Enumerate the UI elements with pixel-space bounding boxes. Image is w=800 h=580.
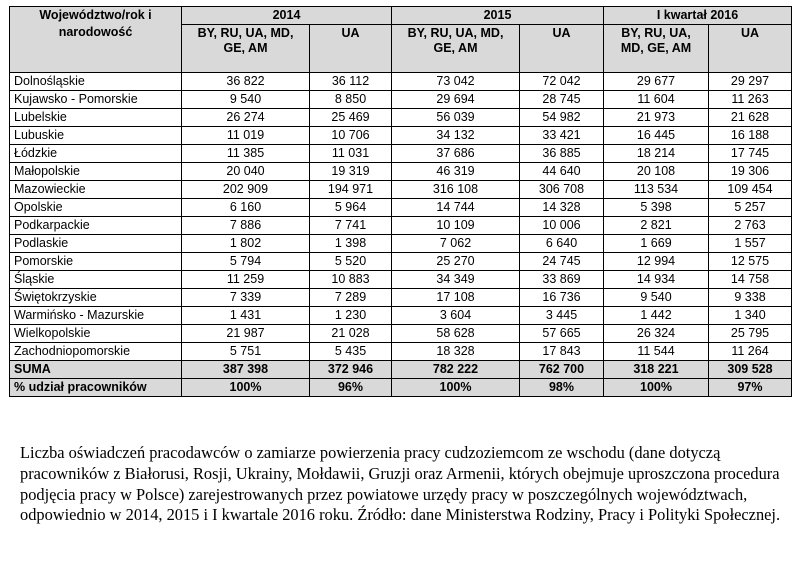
subheader-ua: UA bbox=[310, 25, 392, 73]
value-cell: 25 795 bbox=[709, 325, 792, 343]
value-cell: 98% bbox=[520, 379, 604, 397]
value-cell: 7 741 bbox=[310, 217, 392, 235]
value-cell: 100% bbox=[182, 379, 310, 397]
data-table-container bbox=[9, 6, 791, 397]
value-cell: 3 445 bbox=[520, 307, 604, 325]
region-name-cell: Opolskie bbox=[10, 199, 182, 217]
value-cell: 17 108 bbox=[392, 289, 520, 307]
value-cell: 1 442 bbox=[604, 307, 709, 325]
year-header-2016q1: I kwartał 2016 bbox=[604, 7, 792, 25]
region-name-cell: Świętokrzyskie bbox=[10, 289, 182, 307]
value-cell: 100% bbox=[604, 379, 709, 397]
table-row bbox=[10, 325, 792, 343]
value-cell: 782 222 bbox=[392, 361, 520, 379]
caption-text: Liczba oświadczeń pracodawców o zamiarze powierzenia pracy cudzoziemcom ze wschodu (dane dotyczą pracowników z Białorusi, Rosji, Ukrainy, Mołdawii, Gruzji oraz Armenii, których obejmuje uproszczona procedura podjęcia pracy w Polsce) zarejestrowanych przez powiatowe urzędy pracy w poszczególnych województwach, odpowiednio w 2014, 2015 i I kwartale 2016 roku. Źródło: dane Ministerstwa Rodziny, Pracy i Polityki Społecznej. bbox=[20, 443, 781, 525]
value-cell: 96% bbox=[310, 379, 392, 397]
table-row bbox=[10, 73, 792, 91]
year-header-2015: 2015 bbox=[392, 7, 604, 25]
value-cell: 10 109 bbox=[392, 217, 520, 235]
value-cell: 46 319 bbox=[392, 163, 520, 181]
value-cell: 21 028 bbox=[310, 325, 392, 343]
value-cell: 1 398 bbox=[310, 235, 392, 253]
value-cell: 56 039 bbox=[392, 109, 520, 127]
value-cell: 21 973 bbox=[604, 109, 709, 127]
region-name-cell: Dolnośląskie bbox=[10, 73, 182, 91]
value-cell: 12 575 bbox=[709, 253, 792, 271]
value-cell: 5 794 bbox=[182, 253, 310, 271]
value-cell: 14 934 bbox=[604, 271, 709, 289]
value-cell: 11 544 bbox=[604, 343, 709, 361]
value-cell: 57 665 bbox=[520, 325, 604, 343]
value-cell: 17 843 bbox=[520, 343, 604, 361]
value-cell: 17 745 bbox=[709, 145, 792, 163]
value-cell: 9 338 bbox=[709, 289, 792, 307]
value-cell: 194 971 bbox=[310, 181, 392, 199]
value-cell: 109 454 bbox=[709, 181, 792, 199]
region-name-cell: Mazowieckie bbox=[10, 181, 182, 199]
value-cell: 3 604 bbox=[392, 307, 520, 325]
region-name-cell: Pomorskie bbox=[10, 253, 182, 271]
value-cell: 11 259 bbox=[182, 271, 310, 289]
value-cell: 72 042 bbox=[520, 73, 604, 91]
value-cell: 36 112 bbox=[310, 73, 392, 91]
value-cell: 2 821 bbox=[604, 217, 709, 235]
value-cell: 18 214 bbox=[604, 145, 709, 163]
value-cell: 14 758 bbox=[709, 271, 792, 289]
table-row bbox=[10, 235, 792, 253]
subheader-all-nationalities: BY, RU, UA, MD, GE, AM bbox=[182, 25, 310, 73]
table-row bbox=[10, 289, 792, 307]
value-cell: 7 339 bbox=[182, 289, 310, 307]
region-name-cell: Warmińsko - Mazurskie bbox=[10, 307, 182, 325]
value-cell: 34 349 bbox=[392, 271, 520, 289]
value-cell: 2 763 bbox=[709, 217, 792, 235]
region-name-cell: Kujawsko - Pomorskie bbox=[10, 91, 182, 109]
value-cell: 5 257 bbox=[709, 199, 792, 217]
value-cell: 73 042 bbox=[392, 73, 520, 91]
value-cell: 316 108 bbox=[392, 181, 520, 199]
value-cell: 5 520 bbox=[310, 253, 392, 271]
region-name-cell: Wielkopolskie bbox=[10, 325, 182, 343]
value-cell: 762 700 bbox=[520, 361, 604, 379]
region-name-cell: Podlaskie bbox=[10, 235, 182, 253]
table-body bbox=[10, 73, 792, 397]
value-cell: 11 019 bbox=[182, 127, 310, 145]
region-name-cell: % udział pracowników bbox=[10, 379, 182, 397]
value-cell: 36 822 bbox=[182, 73, 310, 91]
value-cell: 26 324 bbox=[604, 325, 709, 343]
value-cell: 11 031 bbox=[310, 145, 392, 163]
value-cell: 18 328 bbox=[392, 343, 520, 361]
table-caption bbox=[20, 443, 785, 526]
table-row bbox=[10, 253, 792, 271]
value-cell: 100% bbox=[392, 379, 520, 397]
value-cell: 5 435 bbox=[310, 343, 392, 361]
value-cell: 44 640 bbox=[520, 163, 604, 181]
region-name-cell: SUMA bbox=[10, 361, 182, 379]
subheader-all-nationalities: BY, RU, UA, MD, GE, AM bbox=[604, 25, 709, 73]
table-row bbox=[10, 109, 792, 127]
value-cell: 309 528 bbox=[709, 361, 792, 379]
region-name-cell: Śląskie bbox=[10, 271, 182, 289]
value-cell: 26 274 bbox=[182, 109, 310, 127]
table-row bbox=[10, 199, 792, 217]
subheader-ua: UA bbox=[520, 25, 604, 73]
value-cell: 54 982 bbox=[520, 109, 604, 127]
value-cell: 14 328 bbox=[520, 199, 604, 217]
value-cell: 11 385 bbox=[182, 145, 310, 163]
table-row bbox=[10, 91, 792, 109]
value-cell: 5 398 bbox=[604, 199, 709, 217]
value-cell: 21 628 bbox=[709, 109, 792, 127]
value-cell: 9 540 bbox=[604, 289, 709, 307]
value-cell: 16 445 bbox=[604, 127, 709, 145]
value-cell: 306 708 bbox=[520, 181, 604, 199]
value-cell: 6 640 bbox=[520, 235, 604, 253]
value-cell: 1 802 bbox=[182, 235, 310, 253]
value-cell: 29 297 bbox=[709, 73, 792, 91]
table-row bbox=[10, 271, 792, 289]
value-cell: 10 883 bbox=[310, 271, 392, 289]
value-cell: 5 964 bbox=[310, 199, 392, 217]
value-cell: 58 628 bbox=[392, 325, 520, 343]
value-cell: 10 706 bbox=[310, 127, 392, 145]
value-cell: 21 987 bbox=[182, 325, 310, 343]
value-cell: 387 398 bbox=[182, 361, 310, 379]
value-cell: 9 540 bbox=[182, 91, 310, 109]
value-cell: 16 736 bbox=[520, 289, 604, 307]
value-cell: 113 534 bbox=[604, 181, 709, 199]
table-row bbox=[10, 127, 792, 145]
value-cell: 318 221 bbox=[604, 361, 709, 379]
value-cell: 5 751 bbox=[182, 343, 310, 361]
value-cell: 1 431 bbox=[182, 307, 310, 325]
value-cell: 97% bbox=[709, 379, 792, 397]
year-header-2014: 2014 bbox=[182, 7, 392, 25]
value-cell: 1 230 bbox=[310, 307, 392, 325]
value-cell: 202 909 bbox=[182, 181, 310, 199]
value-cell: 25 469 bbox=[310, 109, 392, 127]
region-name-cell: Podkarpackie bbox=[10, 217, 182, 235]
value-cell: 25 270 bbox=[392, 253, 520, 271]
value-cell: 37 686 bbox=[392, 145, 520, 163]
value-cell: 12 994 bbox=[604, 253, 709, 271]
region-name-cell: Łódzkie bbox=[10, 145, 182, 163]
total-row bbox=[10, 361, 792, 379]
region-column-header: Województwo/rok i narodowość bbox=[10, 7, 182, 73]
value-cell: 20 040 bbox=[182, 163, 310, 181]
value-cell: 24 745 bbox=[520, 253, 604, 271]
value-cell: 33 869 bbox=[520, 271, 604, 289]
value-cell: 372 946 bbox=[310, 361, 392, 379]
value-cell: 19 319 bbox=[310, 163, 392, 181]
subheader-ua: UA bbox=[709, 25, 792, 73]
value-cell: 29 677 bbox=[604, 73, 709, 91]
region-name-cell: Lubuskie bbox=[10, 127, 182, 145]
table-row bbox=[10, 343, 792, 361]
value-cell: 10 006 bbox=[520, 217, 604, 235]
value-cell: 34 132 bbox=[392, 127, 520, 145]
employer-declarations-table bbox=[9, 6, 792, 397]
value-cell: 11 604 bbox=[604, 91, 709, 109]
value-cell: 20 108 bbox=[604, 163, 709, 181]
subheader-all-nationalities: BY, RU, UA, MD, GE, AM bbox=[392, 25, 520, 73]
value-cell: 6 160 bbox=[182, 199, 310, 217]
table-row bbox=[10, 307, 792, 325]
value-cell: 7 886 bbox=[182, 217, 310, 235]
value-cell: 1 340 bbox=[709, 307, 792, 325]
value-cell: 33 421 bbox=[520, 127, 604, 145]
value-cell: 28 745 bbox=[520, 91, 604, 109]
value-cell: 11 263 bbox=[709, 91, 792, 109]
header-row-years bbox=[10, 7, 792, 25]
value-cell: 36 885 bbox=[520, 145, 604, 163]
value-cell: 29 694 bbox=[392, 91, 520, 109]
table-row bbox=[10, 163, 792, 181]
table-row bbox=[10, 145, 792, 163]
region-name-cell: Lubelskie bbox=[10, 109, 182, 127]
value-cell: 11 264 bbox=[709, 343, 792, 361]
region-name-cell: Zachodniopomorskie bbox=[10, 343, 182, 361]
value-cell: 8 850 bbox=[310, 91, 392, 109]
value-cell: 1 557 bbox=[709, 235, 792, 253]
value-cell: 7 062 bbox=[392, 235, 520, 253]
table-row bbox=[10, 181, 792, 199]
value-cell: 7 289 bbox=[310, 289, 392, 307]
table-row bbox=[10, 217, 792, 235]
region-name-cell: Małopolskie bbox=[10, 163, 182, 181]
value-cell: 19 306 bbox=[709, 163, 792, 181]
value-cell: 16 188 bbox=[709, 127, 792, 145]
value-cell: 14 744 bbox=[392, 199, 520, 217]
share-row bbox=[10, 379, 792, 397]
value-cell: 1 669 bbox=[604, 235, 709, 253]
